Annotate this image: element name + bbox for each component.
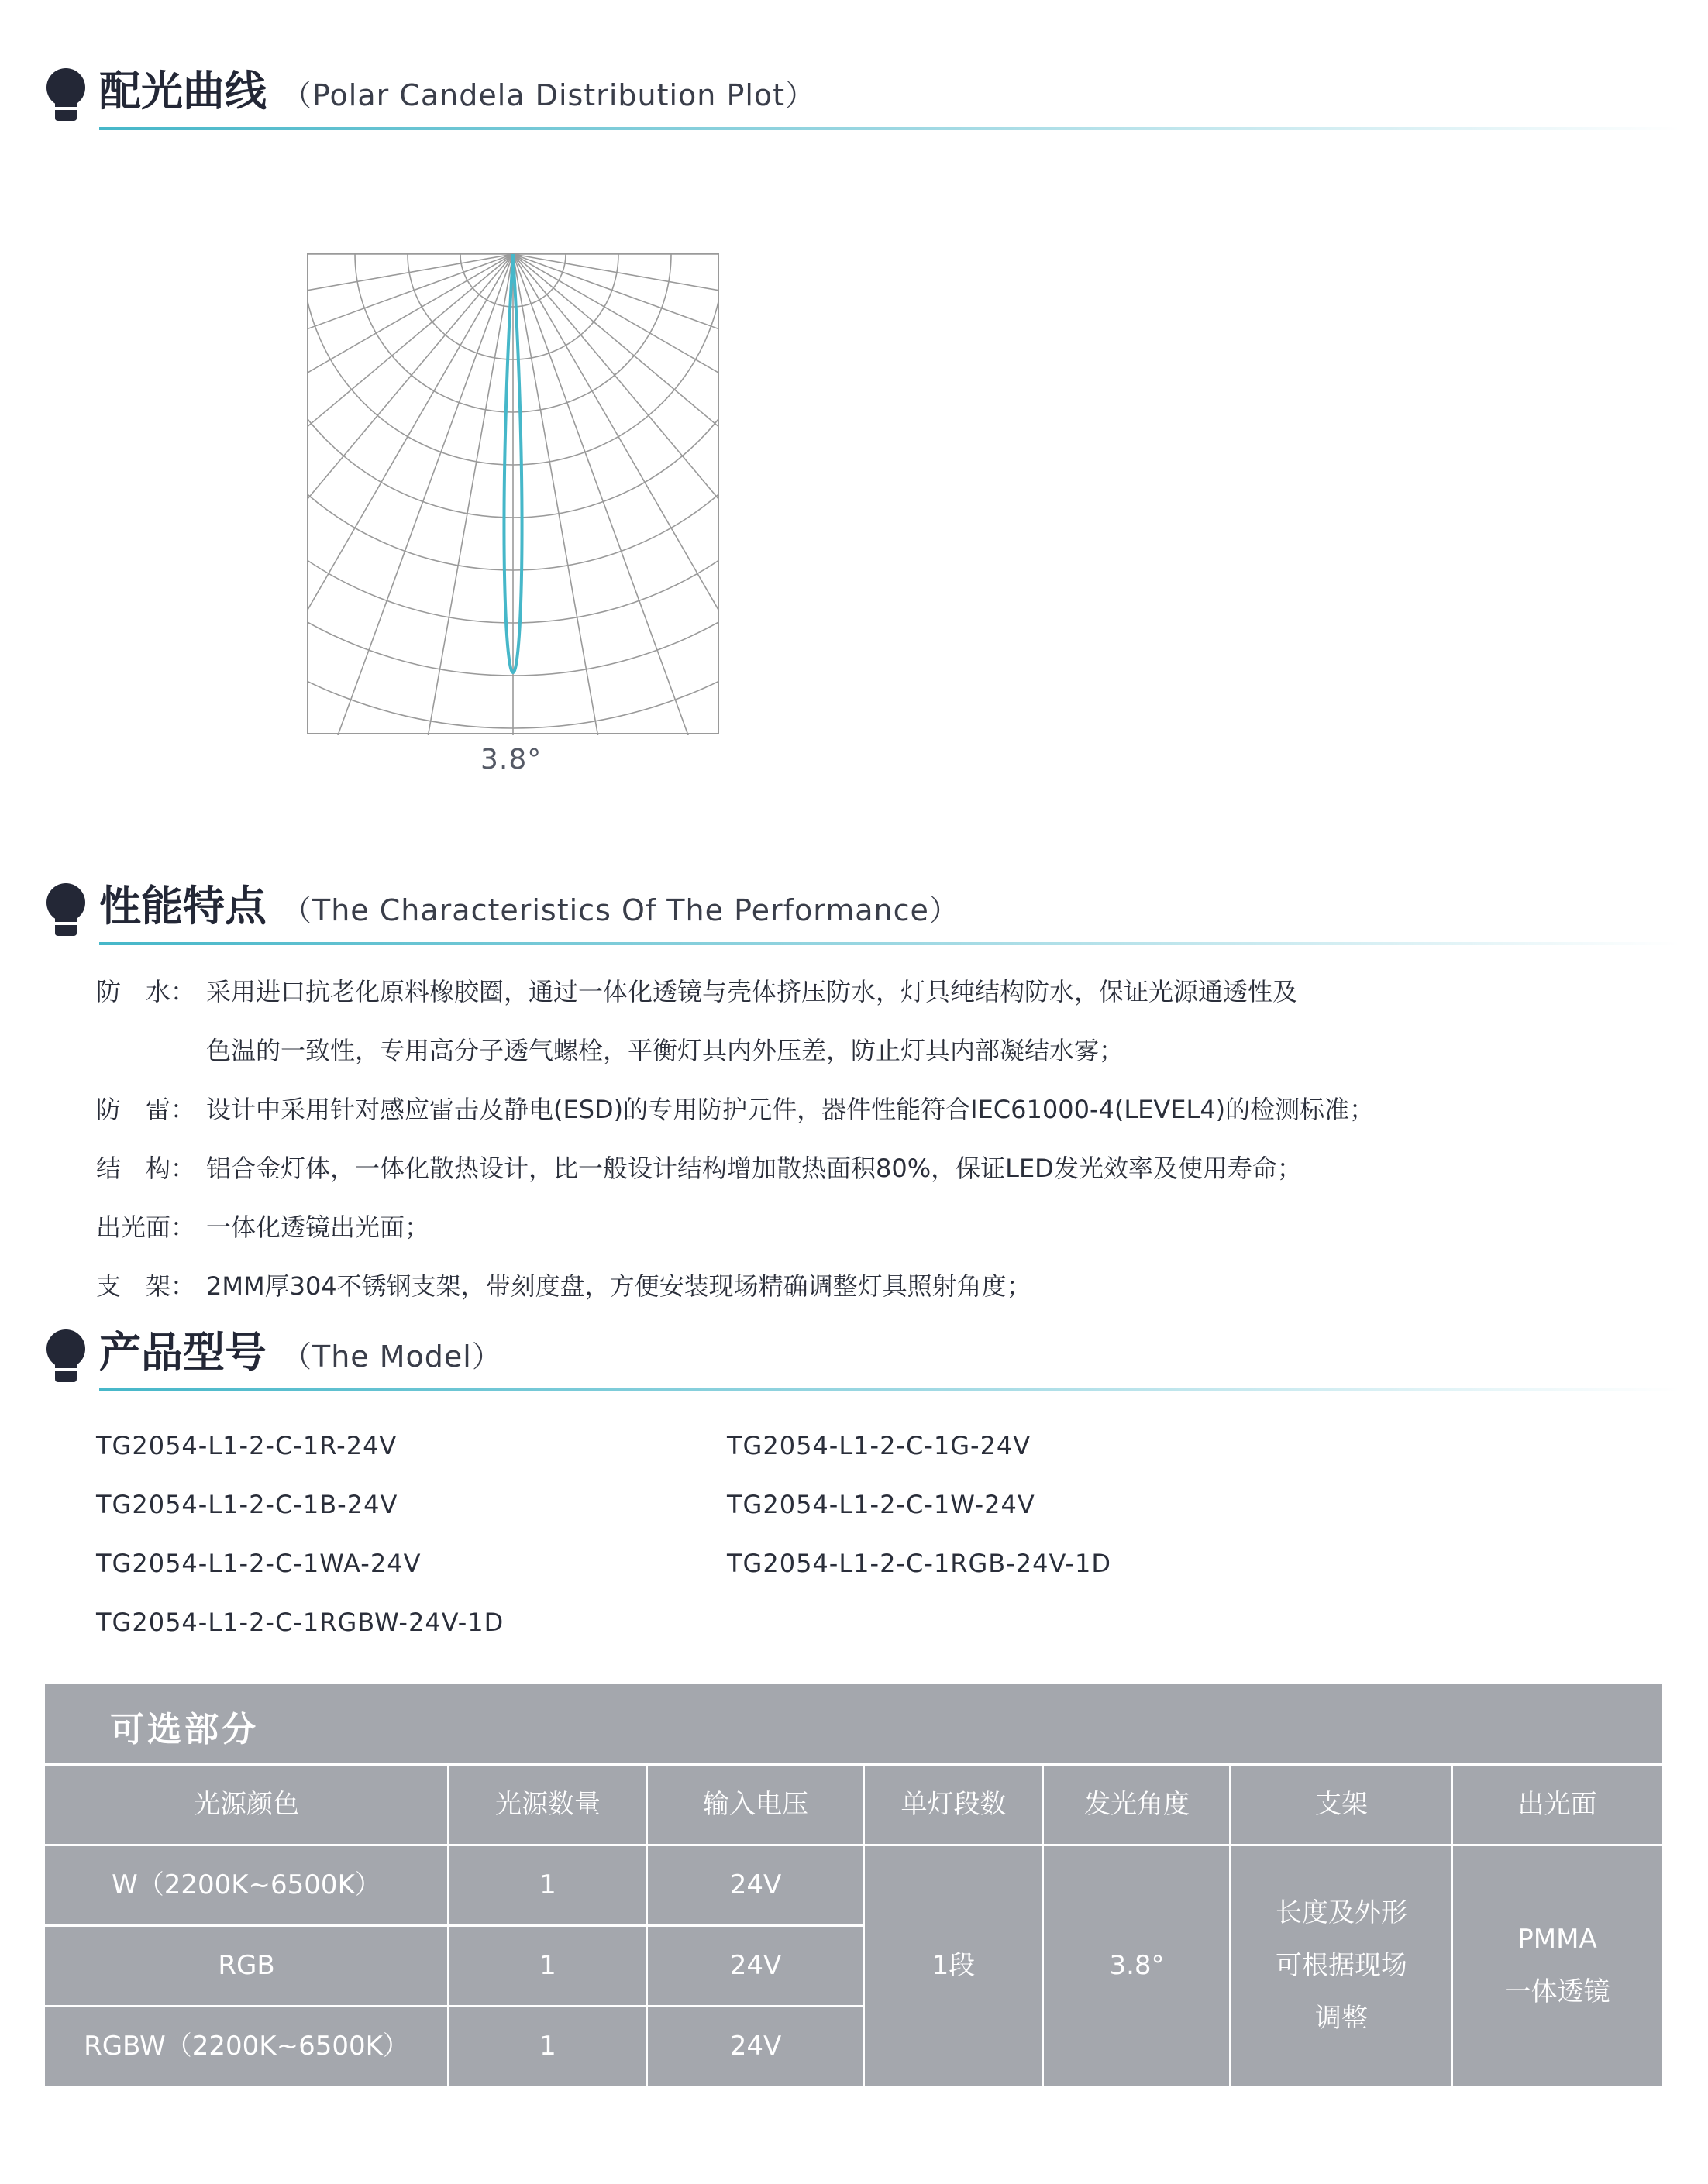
table-cell-count: 1 — [539, 1950, 556, 1981]
polar-grid — [307, 253, 719, 736]
beam-angle-label: 3.8° — [480, 744, 542, 776]
table-cell-count: 1 — [539, 2031, 556, 2062]
model-item: TG2054-L1-2-C-1R-24V — [96, 1431, 398, 1460]
polar-radial-line — [307, 254, 513, 736]
section-header-model — [45, 1323, 1641, 1401]
table-cell-color: W（2200K~6500K） — [112, 1869, 381, 1900]
feature-row: 结 构： 铝合金灯体，一体化散热设计，比一般设计结构增加散热面积80%，保证LED发光效率及使用寿命； — [96, 1154, 1302, 1183]
bracket-line: 可根据现场 — [1276, 1950, 1407, 1981]
section-title: 性能特点 （The Characteristics Of The Performance） — [99, 882, 959, 930]
polar-radial-line — [513, 254, 719, 736]
polar-radial-line — [307, 254, 513, 736]
table-cell-voltage: 24V — [729, 2031, 782, 2062]
polar-radial-line — [513, 254, 719, 736]
model-item: TG2054-L1-2-C-1W-24V — [727, 1490, 1035, 1519]
model-item: TG2054-L1-2-C-1RGB-24V-1D — [727, 1549, 1112, 1578]
polar-candela-plot — [307, 253, 719, 736]
model-item: TG2054-L1-2-C-1WA-24V — [96, 1549, 422, 1578]
header-light-color: 光源颜色 — [194, 1789, 299, 1820]
table-cell-surface — [1453, 1845, 1662, 2086]
section-title: 产品型号 （The Model） — [99, 1328, 502, 1377]
section-divider — [99, 942, 1680, 945]
options-table-title: 可选部分 — [110, 1710, 259, 1749]
table-cell-voltage: 24V — [729, 1950, 782, 1981]
feature-row: 支 架： 2MM厚304不锈钢支架，带刻度盘，方便安装现场精确调整灯具照射角度； — [96, 1271, 1031, 1301]
bulb-icon — [45, 882, 87, 937]
table-cell-bracket — [1231, 1845, 1451, 2086]
table-cell-angle: 3.8° — [1109, 1950, 1165, 1981]
bracket-line: 调整 — [1315, 2003, 1368, 2034]
table-cell-voltage: 24V — [729, 1869, 782, 1900]
section-subtitle: （The Model） — [282, 1340, 502, 1374]
feature-row: 防 水： 采用进口抗老化原料橡胶圈，通过一体化透镜与壳体挤压防水，灯具纯结构防水，保证光源通透性及 — [96, 977, 1298, 1006]
polar-radial-line — [513, 254, 719, 703]
polar-radial-line — [513, 254, 719, 736]
bulb-icon — [45, 1328, 87, 1384]
header-bracket: 支架 — [1315, 1789, 1368, 1820]
section-header-polar — [45, 62, 1641, 139]
model-item: TG2054-L1-2-C-1RGBW-24V-1D — [96, 1608, 504, 1637]
model-item: TG2054-L1-2-C-1G-24V — [727, 1431, 1031, 1460]
bulb-icon — [45, 67, 87, 122]
feature-row: 出光面： 一体化透镜出光面； — [96, 1212, 430, 1242]
table-cell-count: 1 — [539, 1869, 556, 1900]
header-surface: 出光面 — [1517, 1789, 1597, 1820]
table-cell-color: RGBW（2200K~6500K） — [84, 2031, 409, 2062]
polar-radial-line — [307, 254, 513, 736]
header-input-voltage: 输入电压 — [703, 1789, 808, 1820]
model-item: TG2054-L1-2-C-1B-24V — [96, 1490, 398, 1519]
bracket-line: 长度及外形 — [1276, 1897, 1407, 1928]
feature-row: 防 雷： 设计中采用针对感应雷击及静电(ESD)的专用防护元件，器件性能符合IEC61000-4(LEVEL4)的检测标准； — [96, 1095, 1375, 1124]
feature-row: 色温的一致性，专用高分子透气螺栓，平衡灯具内外压差，防止灯具内部凝结水雾； — [206, 1036, 1124, 1065]
surface-line: PMMA — [1517, 1924, 1597, 1955]
section-divider — [99, 1388, 1680, 1391]
surface-line: 一体透镜 — [1504, 1976, 1610, 2007]
section-subtitle: （The Characteristics Of The Performance） — [282, 893, 959, 927]
polar-radial-line — [307, 254, 513, 703]
section-header-performance — [45, 877, 1641, 954]
header-beam-angle: 发光角度 — [1084, 1789, 1190, 1820]
section-title: 配光曲线 （Polar Candela Distribution Plot） — [99, 67, 816, 115]
section-divider — [99, 127, 1680, 130]
header-segments: 单灯段数 — [900, 1789, 1007, 1820]
options-table — [45, 1684, 1662, 2086]
table-cell-segments: 1段 — [931, 1950, 976, 1981]
header-light-count: 光源数量 — [495, 1789, 601, 1820]
table-cell-color: RGB — [218, 1950, 275, 1981]
section-subtitle: （Polar Candela Distribution Plot） — [282, 78, 816, 112]
